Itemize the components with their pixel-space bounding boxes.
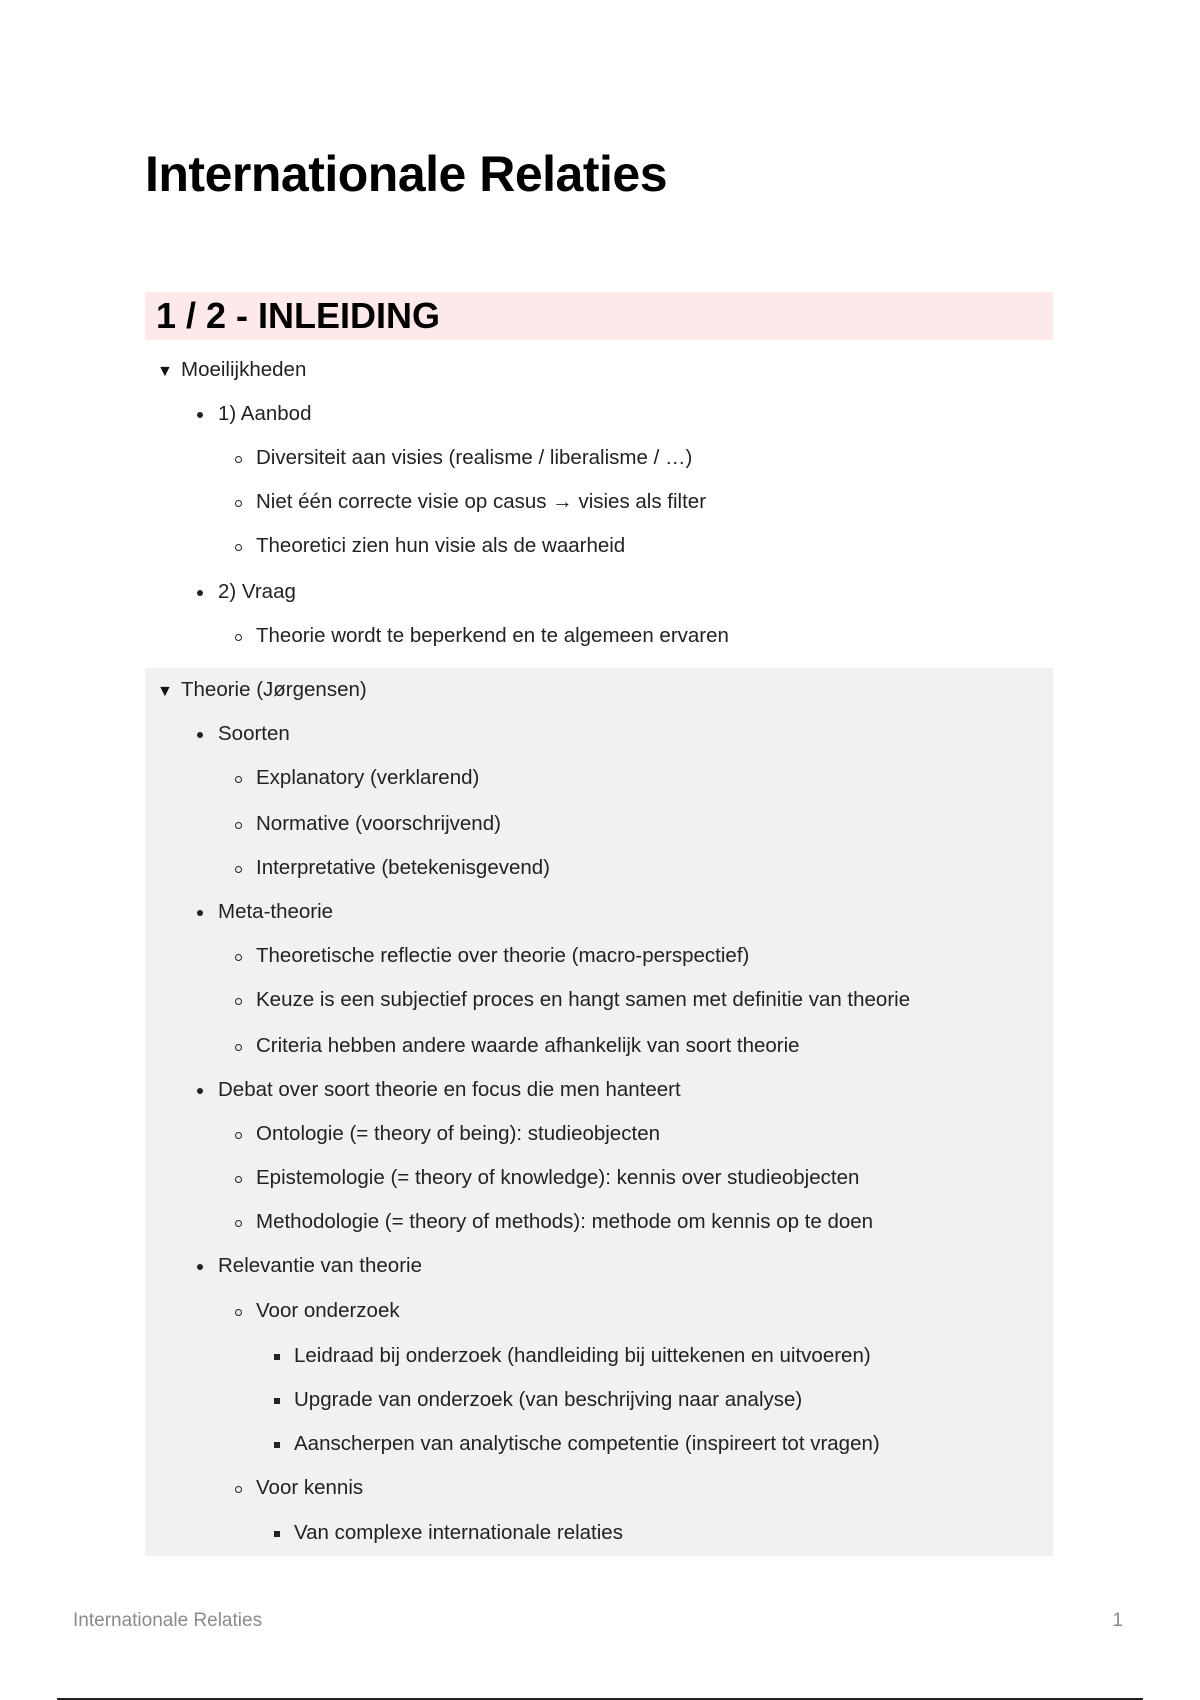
bullet-circle-icon	[233, 769, 256, 789]
bullet-disc-icon	[195, 583, 218, 603]
list-item-label: 1) Aanbod	[218, 402, 312, 425]
bullet-circle-icon	[233, 537, 256, 557]
list-item-label: Upgrade van onderzoek (van beschrijving naar analyse)	[294, 1388, 803, 1411]
list-item-label: Leidraad bij onderzoek (handleiding bij uittekenen en uitvoeren)	[294, 1344, 871, 1367]
list-item	[271, 1334, 871, 1378]
list-item-label: Methodologie (= theory of methods): methode om kennis op te doen	[256, 1210, 874, 1233]
list-item	[233, 436, 692, 480]
bullet-circle-icon	[233, 859, 256, 879]
list-item-label: Voor onderzoek	[256, 1299, 400, 1322]
bullet-disc-icon	[195, 903, 218, 923]
toggle-label: Theorie (Jørgensen)	[181, 678, 367, 701]
list-item	[271, 1378, 802, 1422]
list-item-label: Relevantie van theorie	[218, 1254, 422, 1277]
list-item-label: Keuze is een subjectief proces en hangt samen met definitie van theorie	[256, 988, 911, 1011]
list-item	[233, 1024, 800, 1068]
bullet-disc-icon	[195, 405, 218, 425]
toggle-block-theorie	[145, 668, 1053, 1556]
list-item-label: Aanscherpen van analytische competentie (inspireert tot vragen)	[294, 1432, 880, 1455]
list-item	[271, 1422, 880, 1466]
list-item-label: Explanatory (verklarend)	[256, 766, 480, 789]
bullet-circle-icon	[233, 1302, 256, 1322]
bullet-circle-icon	[233, 991, 256, 1011]
list-item	[233, 480, 706, 524]
toggle-theorie[interactable]	[157, 668, 367, 712]
bullet-circle-icon	[233, 1479, 256, 1499]
list-item	[233, 846, 550, 890]
section-heading: 1 / 2 - INLEIDING	[145, 292, 1053, 340]
list-item-label: Theoretische reflectie over theorie (macro-perspectief)	[256, 944, 750, 967]
list-item	[195, 890, 333, 934]
list-item-label: Voor kennis	[256, 1476, 364, 1499]
bullet-square-icon	[271, 1391, 294, 1411]
triangle-down-icon[interactable]: ▼	[157, 363, 173, 380]
bullet-disc-icon	[195, 725, 218, 745]
page-title: Internationale Relaties	[145, 146, 667, 202]
footer-title: Internationale Relaties	[73, 1610, 263, 1631]
list-item	[271, 1511, 623, 1555]
list-item	[233, 614, 729, 658]
list-item	[195, 392, 311, 436]
bullet-circle-icon	[233, 1213, 256, 1233]
bullet-circle-icon	[233, 947, 256, 967]
bullet-square-icon	[271, 1435, 294, 1455]
list-item-label: Debat over soort theorie en focus die men hanteert	[218, 1078, 681, 1101]
list-item-label: Ontologie (= theory of being): studieobjecten	[256, 1122, 660, 1145]
list-item-label: Criteria hebben andere waarde afhankelijk van soort theorie	[256, 1034, 800, 1057]
bullet-circle-icon	[233, 627, 256, 647]
list-item-label: Soorten	[218, 722, 290, 745]
bullet-disc-icon	[195, 1081, 218, 1101]
bullet-circle-icon	[233, 1037, 256, 1057]
list-item-label: Epistemologie (= theory of knowledge): kennis over studieobjecten	[256, 1166, 860, 1189]
list-item-label: Niet één correcte visie op casus → visies als filter	[256, 490, 707, 513]
list-item	[233, 934, 749, 978]
list-item-label: Diversiteit aan visies (realisme / liberalisme / …)	[256, 446, 693, 469]
list-item	[233, 1466, 363, 1510]
list-item	[195, 570, 296, 614]
bullet-circle-icon	[233, 449, 256, 469]
list-item	[233, 524, 625, 568]
toggle-moeilijkheden[interactable]	[157, 348, 306, 392]
list-item	[233, 978, 910, 1022]
bullet-circle-icon	[233, 815, 256, 835]
bullet-circle-icon	[233, 1169, 256, 1189]
list-item	[233, 1156, 859, 1200]
bullet-square-icon	[271, 1347, 294, 1367]
list-item	[233, 756, 479, 800]
list-item	[195, 1244, 422, 1288]
list-item	[233, 1200, 873, 1244]
list-item-label: Normative (voorschrijvend)	[256, 812, 501, 835]
list-item-label: Theorie wordt te beperkend en te algemeen ervaren	[256, 624, 729, 647]
list-item-label: Theoretici zien hun visie als de waarheid	[256, 534, 626, 557]
triangle-down-icon[interactable]: ▼	[157, 683, 173, 700]
page-number: 1	[1112, 1610, 1123, 1631]
list-item	[195, 1068, 681, 1112]
list-item-label: 2) Vraag	[218, 580, 296, 603]
list-item-label: Interpretative (betekenisgevend)	[256, 856, 551, 879]
toggle-label: Moeilijkheden	[181, 358, 307, 381]
bullet-square-icon	[271, 1524, 294, 1544]
list-item	[233, 802, 501, 846]
list-item-label: Van complexe internationale relaties	[294, 1521, 623, 1544]
bullet-circle-icon	[233, 493, 256, 513]
bullet-circle-icon	[233, 1125, 256, 1145]
bullet-disc-icon	[195, 1257, 218, 1277]
list-item	[195, 712, 290, 756]
list-item	[233, 1289, 400, 1333]
list-item	[233, 1112, 660, 1156]
list-item-label: Meta-theorie	[218, 900, 334, 923]
